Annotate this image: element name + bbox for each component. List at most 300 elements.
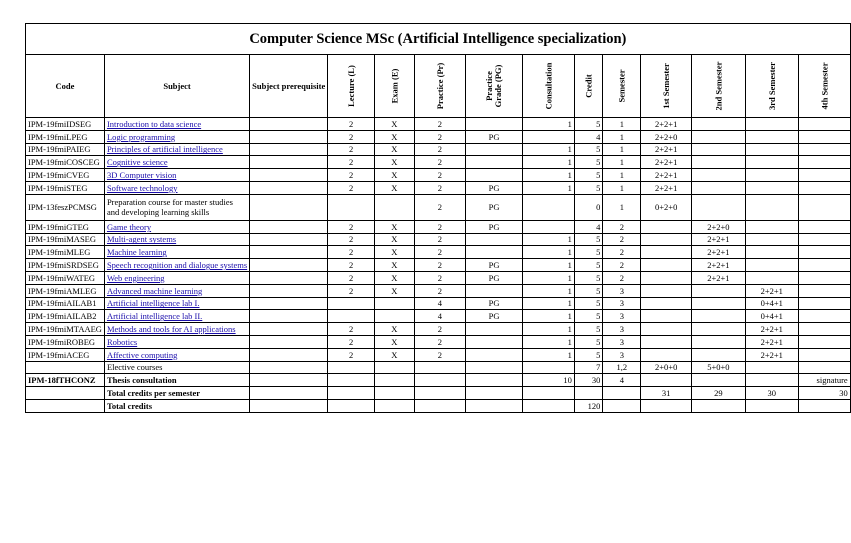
- sem1-cell: 2+2+0: [641, 130, 692, 143]
- sem2-cell: 2+2+1: [691, 259, 745, 272]
- sem3-cell: 2+2+1: [745, 348, 798, 361]
- sem4-cell: [798, 335, 850, 348]
- curriculum-sheet: [25, 23, 851, 413]
- semester-cell: [603, 387, 641, 400]
- table-row: [26, 130, 851, 143]
- header-lecture: Lecture (L): [328, 55, 375, 118]
- subject-cell[interactable]: [104, 220, 249, 233]
- practice-grade-cell: PG: [466, 259, 523, 272]
- sem4-cell: [798, 361, 850, 374]
- sem4-cell: [798, 259, 850, 272]
- sem2-cell: [691, 194, 745, 220]
- prerequisite-cell: [250, 374, 328, 387]
- sem3-cell: 30: [745, 387, 798, 400]
- semester-cell: 2: [603, 233, 641, 246]
- prerequisite-cell: [250, 194, 328, 220]
- consultation-cell: 1: [523, 348, 575, 361]
- sem1-cell: 2+2+1: [641, 169, 692, 182]
- sem2-cell: [691, 118, 745, 131]
- practice-cell: [414, 387, 465, 400]
- header-exam: Exam (E): [374, 55, 414, 118]
- credit-cell: 120: [574, 399, 602, 412]
- practice-grade-cell: [466, 118, 523, 131]
- prerequisite-cell: [250, 181, 328, 194]
- semester-cell: 3: [603, 323, 641, 336]
- sem3-cell: [745, 361, 798, 374]
- sem3-cell: [745, 399, 798, 412]
- semester-cell: 2: [603, 246, 641, 259]
- sem1-cell: [641, 335, 692, 348]
- practice-cell: 2: [414, 143, 465, 156]
- sem4-cell: [798, 143, 850, 156]
- practice-cell: 2: [414, 194, 465, 220]
- sem1-cell: [641, 310, 692, 323]
- code-cell: IPM-19fmiSTEG: [26, 181, 105, 194]
- consultation-cell: [523, 130, 575, 143]
- credit-cell: 30: [574, 374, 602, 387]
- code-cell: IPM-19fmiROBEG: [26, 335, 105, 348]
- practice-cell: 2: [414, 284, 465, 297]
- credit-cell: 4: [574, 220, 602, 233]
- credit-cell: [574, 387, 602, 400]
- sem4-cell: [798, 323, 850, 336]
- sem4-cell: [798, 194, 850, 220]
- lecture-cell: 2: [328, 284, 375, 297]
- practice-grade-cell: [466, 387, 523, 400]
- subject-cell[interactable]: [104, 297, 249, 310]
- code-cell: IPM-19fmiMLEG: [26, 246, 105, 259]
- sem4-cell: [798, 156, 850, 169]
- practice-cell: 2: [414, 220, 465, 233]
- lecture-cell: 2: [328, 181, 375, 194]
- table-row: [26, 335, 851, 348]
- table-row: [26, 361, 851, 374]
- header-credit: Credit: [574, 55, 602, 118]
- lecture-cell: 2: [328, 118, 375, 131]
- subject-link[interactable]: Introduction to data science: [106, 118, 202, 129]
- sem4-cell: [798, 220, 850, 233]
- semester-cell: 3: [603, 284, 641, 297]
- credit-cell: 0: [574, 194, 602, 220]
- subject-cell[interactable]: [104, 284, 249, 297]
- credit-cell: 5: [574, 348, 602, 361]
- lecture-cell: 2: [328, 348, 375, 361]
- subject-link[interactable]: Principles of artificial intelligence: [106, 144, 223, 155]
- subject-link[interactable]: Artificial intelligence lab II.: [106, 311, 203, 322]
- semester-cell: 2: [603, 259, 641, 272]
- table-row: [26, 271, 851, 284]
- lecture-cell: [328, 297, 375, 310]
- sem4-cell: [798, 181, 850, 194]
- header-sem3: 3rd Semester: [745, 55, 798, 118]
- lecture-cell: [328, 387, 375, 400]
- semester-cell: 1: [603, 156, 641, 169]
- semester-cell: [603, 399, 641, 412]
- exam-cell: X: [374, 143, 414, 156]
- practice-grade-cell: PG: [466, 220, 523, 233]
- prerequisite-cell: [250, 271, 328, 284]
- prerequisite-cell: [250, 387, 328, 400]
- sem4-cell: signature: [798, 374, 850, 387]
- sem3-cell: [745, 271, 798, 284]
- practice-cell: 2: [414, 246, 465, 259]
- table-row: [26, 118, 851, 131]
- credit-cell: 5: [574, 156, 602, 169]
- lecture-cell: 2: [328, 259, 375, 272]
- consultation-cell: 1: [523, 181, 575, 194]
- credit-cell: 7: [574, 361, 602, 374]
- lecture-cell: 2: [328, 220, 375, 233]
- exam-cell: X: [374, 348, 414, 361]
- code-cell: IPM-19fmiAILAB1: [26, 297, 105, 310]
- prerequisite-cell: [250, 323, 328, 336]
- semester-cell: 1: [603, 181, 641, 194]
- header-prerequisite: Subject prerequisite: [250, 55, 328, 118]
- header-practice-grade: Practice Grade (PG): [466, 55, 523, 118]
- practice-grade-cell: PG: [466, 271, 523, 284]
- consultation-cell: 1: [523, 271, 575, 284]
- sem2-cell: [691, 335, 745, 348]
- page-title: Computer Science MSc (Artificial Intelligence specialization): [26, 24, 851, 55]
- sem4-cell: [798, 130, 850, 143]
- sem2-cell: [691, 156, 745, 169]
- sem2-cell: [691, 143, 745, 156]
- sem2-cell: [691, 323, 745, 336]
- practice-grade-cell: PG: [466, 181, 523, 194]
- credit-cell: 4: [574, 130, 602, 143]
- sem1-cell: [641, 323, 692, 336]
- sem1-cell: 2+2+1: [641, 143, 692, 156]
- practice-cell: 2: [414, 118, 465, 131]
- consultation-cell: 1: [523, 259, 575, 272]
- prerequisite-cell: [250, 130, 328, 143]
- code-cell: IPM-19fmiPAIEG: [26, 143, 105, 156]
- prerequisite-cell: [250, 118, 328, 131]
- credit-cell: 5: [574, 271, 602, 284]
- subject-cell[interactable]: [104, 118, 249, 131]
- subject-cell[interactable]: [104, 156, 249, 169]
- subject-link[interactable]: Robotics: [106, 336, 138, 347]
- header-sem4: 4th Semester: [798, 55, 850, 118]
- table-row: [26, 323, 851, 336]
- lecture-cell: 2: [328, 169, 375, 182]
- code-cell: IPM-19fmiMASEG: [26, 233, 105, 246]
- prerequisite-cell: [250, 259, 328, 272]
- header-semester: Semester: [603, 55, 641, 118]
- subject-link[interactable]: Advanced machine learning: [106, 285, 203, 296]
- practice-grade-cell: [466, 156, 523, 169]
- sem3-cell: [745, 246, 798, 259]
- sem4-cell: [798, 246, 850, 259]
- consultation-cell: [523, 194, 575, 220]
- header-sem1: 1st Semester: [641, 55, 692, 118]
- subject-cell[interactable]: [104, 169, 249, 182]
- lecture-cell: 2: [328, 246, 375, 259]
- semester-cell: 1: [603, 130, 641, 143]
- sem1-cell: 2+2+1: [641, 118, 692, 131]
- semester-cell: 2: [603, 271, 641, 284]
- subject-cell[interactable]: [104, 271, 249, 284]
- lecture-cell: [328, 194, 375, 220]
- sem4-cell: [798, 399, 850, 412]
- code-cell: IPM-19fmiCVEG: [26, 169, 105, 182]
- subject-cell[interactable]: [104, 323, 249, 336]
- semester-cell: 1: [603, 169, 641, 182]
- practice-cell: 2: [414, 156, 465, 169]
- sem3-cell: [745, 118, 798, 131]
- sem2-cell: 29: [691, 387, 745, 400]
- subject-cell[interactable]: [104, 233, 249, 246]
- subject-cell: Elective courses: [104, 361, 249, 374]
- practice-grade-cell: [466, 284, 523, 297]
- sem4-cell: [798, 233, 850, 246]
- subject-cell: Thesis consultation: [104, 374, 249, 387]
- exam-cell: X: [374, 130, 414, 143]
- sem3-cell: 0+4+1: [745, 310, 798, 323]
- practice-cell: 2: [414, 233, 465, 246]
- subject-cell[interactable]: [104, 259, 249, 272]
- sem3-cell: 0+4+1: [745, 297, 798, 310]
- semester-cell: 1,2: [603, 361, 641, 374]
- exam-cell: X: [374, 181, 414, 194]
- credit-cell: 5: [574, 233, 602, 246]
- subject-cell[interactable]: [104, 348, 249, 361]
- consultation-cell: [523, 361, 575, 374]
- sem2-cell: 2+2+1: [691, 271, 745, 284]
- sem4-cell: [798, 348, 850, 361]
- subject-link[interactable]: Multi-agent systems: [106, 234, 177, 245]
- table-row: [26, 348, 851, 361]
- consultation-cell: 1: [523, 143, 575, 156]
- table-row: [26, 374, 851, 387]
- prerequisite-cell: [250, 297, 328, 310]
- practice-grade-cell: PG: [466, 297, 523, 310]
- exam-cell: [374, 399, 414, 412]
- exam-cell: [374, 310, 414, 323]
- code-cell: IPM-19fmiIDSEG: [26, 118, 105, 131]
- exam-cell: X: [374, 259, 414, 272]
- exam-cell: [374, 374, 414, 387]
- practice-grade-cell: [466, 348, 523, 361]
- practice-grade-cell: [466, 143, 523, 156]
- credit-cell: 5: [574, 284, 602, 297]
- header-consultation: Consultation: [523, 55, 575, 118]
- subject-link[interactable]: 3D Computer vision: [106, 170, 177, 181]
- code-cell: [26, 361, 105, 374]
- sem2-cell: [691, 169, 745, 182]
- practice-cell: 2: [414, 181, 465, 194]
- sem1-cell: [641, 271, 692, 284]
- lecture-cell: [328, 374, 375, 387]
- practice-cell: [414, 374, 465, 387]
- sem2-cell: [691, 181, 745, 194]
- consultation-cell: 1: [523, 118, 575, 131]
- subject-cell[interactable]: [104, 310, 249, 323]
- subject-link[interactable]: Logic programming: [106, 131, 176, 142]
- table-row: [26, 387, 851, 400]
- exam-cell: X: [374, 118, 414, 131]
- sem2-cell: 2+2+1: [691, 246, 745, 259]
- subject-cell[interactable]: [104, 246, 249, 259]
- semester-cell: 3: [603, 297, 641, 310]
- practice-grade-cell: PG: [466, 310, 523, 323]
- prerequisite-cell: [250, 233, 328, 246]
- consultation-cell: 1: [523, 297, 575, 310]
- subject-cell[interactable]: [104, 130, 249, 143]
- subject-link[interactable]: Software technology: [106, 182, 178, 193]
- table-row: [26, 297, 851, 310]
- semester-cell: 1: [603, 194, 641, 220]
- subject-link[interactable]: Web engineering: [106, 272, 165, 283]
- table-row: [26, 169, 851, 182]
- credit-cell: 5: [574, 335, 602, 348]
- consultation-cell: 1: [523, 169, 575, 182]
- sem2-cell: [691, 284, 745, 297]
- subject-link[interactable]: Machine learning: [106, 247, 167, 258]
- practice-cell: 2: [414, 271, 465, 284]
- sem3-cell: [745, 143, 798, 156]
- header-code: Code: [26, 55, 105, 118]
- sem1-cell: [641, 220, 692, 233]
- table-row: [26, 246, 851, 259]
- sem2-cell: 2+2+0: [691, 220, 745, 233]
- table-row: [26, 220, 851, 233]
- sem2-cell: [691, 130, 745, 143]
- lecture-cell: 2: [328, 323, 375, 336]
- sem3-cell: [745, 220, 798, 233]
- table-row: [26, 181, 851, 194]
- sem4-cell: 30: [798, 387, 850, 400]
- subject-link[interactable]: Game theory: [106, 221, 152, 232]
- sem4-cell: [798, 118, 850, 131]
- subject-cell: Total credits per semester: [104, 387, 249, 400]
- code-cell: IPM-18fTHCONZ: [26, 374, 105, 387]
- table-row: [26, 399, 851, 412]
- exam-cell: X: [374, 284, 414, 297]
- code-cell: IPM-19fmiMTAAEG: [26, 323, 105, 336]
- lecture-cell: [328, 310, 375, 323]
- subject-cell[interactable]: [104, 335, 249, 348]
- code-cell: IPM-19fmiAMLEG: [26, 284, 105, 297]
- sem1-cell: [641, 259, 692, 272]
- sem2-cell: [691, 297, 745, 310]
- sem1-cell: [641, 246, 692, 259]
- prerequisite-cell: [250, 310, 328, 323]
- practice-cell: 2: [414, 130, 465, 143]
- subject-cell[interactable]: [104, 181, 249, 194]
- code-cell: IPM-19fmiSRDSEG: [26, 259, 105, 272]
- practice-grade-cell: [466, 374, 523, 387]
- exam-cell: X: [374, 233, 414, 246]
- code-cell: IPM-19fmiGTEG: [26, 220, 105, 233]
- practice-grade-cell: [466, 335, 523, 348]
- semester-cell: 2: [603, 220, 641, 233]
- prerequisite-cell: [250, 284, 328, 297]
- curriculum-table: [25, 23, 851, 413]
- subject-link[interactable]: Cognitive science: [106, 157, 168, 168]
- code-cell: [26, 387, 105, 400]
- lecture-cell: [328, 361, 375, 374]
- sem4-cell: [798, 271, 850, 284]
- sem1-cell: [641, 233, 692, 246]
- practice-cell: 4: [414, 310, 465, 323]
- code-cell: IPM-19fmiWATEG: [26, 271, 105, 284]
- code-cell: [26, 399, 105, 412]
- consultation-cell: [523, 387, 575, 400]
- practice-grade-cell: [466, 399, 523, 412]
- sem1-cell: 2+0+0: [641, 361, 692, 374]
- code-cell: IPM-19fmiLPEG: [26, 130, 105, 143]
- prerequisite-cell: [250, 399, 328, 412]
- exam-cell: [374, 194, 414, 220]
- sem3-cell: [745, 259, 798, 272]
- sem3-cell: [745, 181, 798, 194]
- sem2-cell: 5+0+0: [691, 361, 745, 374]
- consultation-cell: 1: [523, 233, 575, 246]
- subject-link[interactable]: Methods and tools for AI applications: [106, 324, 236, 335]
- credit-cell: 5: [574, 323, 602, 336]
- table-row: [26, 284, 851, 297]
- code-cell: IPM-13feszPCMSG: [26, 194, 105, 220]
- credit-cell: 5: [574, 118, 602, 131]
- semester-cell: 3: [603, 348, 641, 361]
- semester-cell: 3: [603, 335, 641, 348]
- practice-cell: [414, 361, 465, 374]
- consultation-cell: 1: [523, 310, 575, 323]
- subject-link[interactable]: Affective computing: [106, 349, 178, 360]
- prerequisite-cell: [250, 348, 328, 361]
- lecture-cell: 2: [328, 156, 375, 169]
- code-cell: IPM-19fmiAILAB2: [26, 310, 105, 323]
- sem3-cell: 2+2+1: [745, 284, 798, 297]
- sem2-cell: [691, 310, 745, 323]
- table-row: [26, 194, 851, 220]
- practice-cell: 2: [414, 259, 465, 272]
- sem3-cell: 2+2+1: [745, 323, 798, 336]
- semester-cell: 4: [603, 374, 641, 387]
- subject-cell[interactable]: [104, 143, 249, 156]
- consultation-cell: 1: [523, 156, 575, 169]
- credit-cell: 5: [574, 181, 602, 194]
- sem1-cell: [641, 284, 692, 297]
- subject-link[interactable]: Speech recognition and dialogue systems: [106, 260, 248, 271]
- lecture-cell: 2: [328, 271, 375, 284]
- exam-cell: X: [374, 271, 414, 284]
- code-cell: IPM-19fmiCOSCEG: [26, 156, 105, 169]
- lecture-cell: 2: [328, 335, 375, 348]
- sem2-cell: [691, 348, 745, 361]
- sem3-cell: [745, 374, 798, 387]
- subject-link[interactable]: Artificial intelligence lab I.: [106, 298, 200, 309]
- table-row: [26, 310, 851, 323]
- consultation-cell: 1: [523, 284, 575, 297]
- sem1-cell: 2+2+1: [641, 156, 692, 169]
- prerequisite-cell: [250, 220, 328, 233]
- credit-cell: 5: [574, 169, 602, 182]
- exam-cell: X: [374, 323, 414, 336]
- consultation-cell: 10: [523, 374, 575, 387]
- sem1-cell: [641, 297, 692, 310]
- practice-cell: 2: [414, 348, 465, 361]
- sem3-cell: 2+2+1: [745, 335, 798, 348]
- consultation-cell: 1: [523, 335, 575, 348]
- consultation-cell: 1: [523, 323, 575, 336]
- sem4-cell: [798, 169, 850, 182]
- lecture-cell: 2: [328, 143, 375, 156]
- semester-cell: 1: [603, 143, 641, 156]
- sem3-cell: [745, 233, 798, 246]
- sem1-cell: 2+2+1: [641, 181, 692, 194]
